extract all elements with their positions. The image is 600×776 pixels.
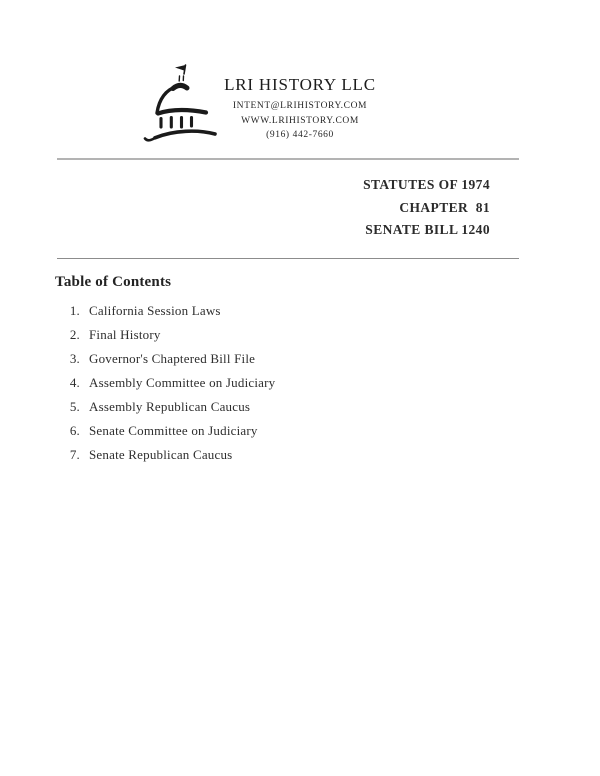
toc-title: Table of Contents xyxy=(55,274,172,290)
statutes-year-line: STATUTES OF 1974 xyxy=(363,177,490,192)
toc-item xyxy=(67,376,275,390)
toc-item xyxy=(67,304,275,318)
toc-item-number: 5. xyxy=(69,399,80,414)
toc-item-label: California Session Laws xyxy=(89,303,221,318)
statute-reference-block xyxy=(363,174,490,242)
toc-item-number: 4. xyxy=(69,375,80,390)
senate-bill-line: SENATE BILL 1240 xyxy=(365,222,490,237)
toc-item-label: Governor's Chaptered Bill File xyxy=(89,351,256,366)
toc-list xyxy=(67,304,275,472)
toc-item-number: 1. xyxy=(69,303,80,318)
toc-item xyxy=(67,352,275,366)
company-website: WWW.LRIHISTORY.COM xyxy=(241,115,359,126)
horizontal-rule-top xyxy=(57,158,519,160)
company-phone: (916) 442-7660 xyxy=(266,130,334,140)
company-name: LRI HISTORY LLC xyxy=(224,75,376,94)
toc-item-label: Assembly Republican Caucus xyxy=(89,399,251,414)
toc-item-label: Assembly Committee on Judiciary xyxy=(89,375,276,390)
toc-item xyxy=(67,400,275,414)
toc-item-number: 6. xyxy=(69,423,80,438)
company-email: INTENT@LRIHISTORY.COM xyxy=(232,101,368,111)
toc-item-number: 7. xyxy=(69,447,80,462)
letterhead xyxy=(0,76,600,140)
toc-item-label: Senate Committee on Judiciary xyxy=(89,423,258,438)
toc-item xyxy=(67,448,275,462)
chapter-line: CHAPTER 81 xyxy=(399,199,490,215)
toc-item-number: 3. xyxy=(69,351,80,366)
toc-item xyxy=(67,328,275,342)
toc-item-number: 2. xyxy=(69,327,80,342)
horizontal-rule-bottom xyxy=(57,258,519,259)
toc-item-label: Senate Republican Caucus xyxy=(89,447,233,462)
toc-item xyxy=(67,424,275,438)
toc-item-label: Final History xyxy=(89,327,161,342)
